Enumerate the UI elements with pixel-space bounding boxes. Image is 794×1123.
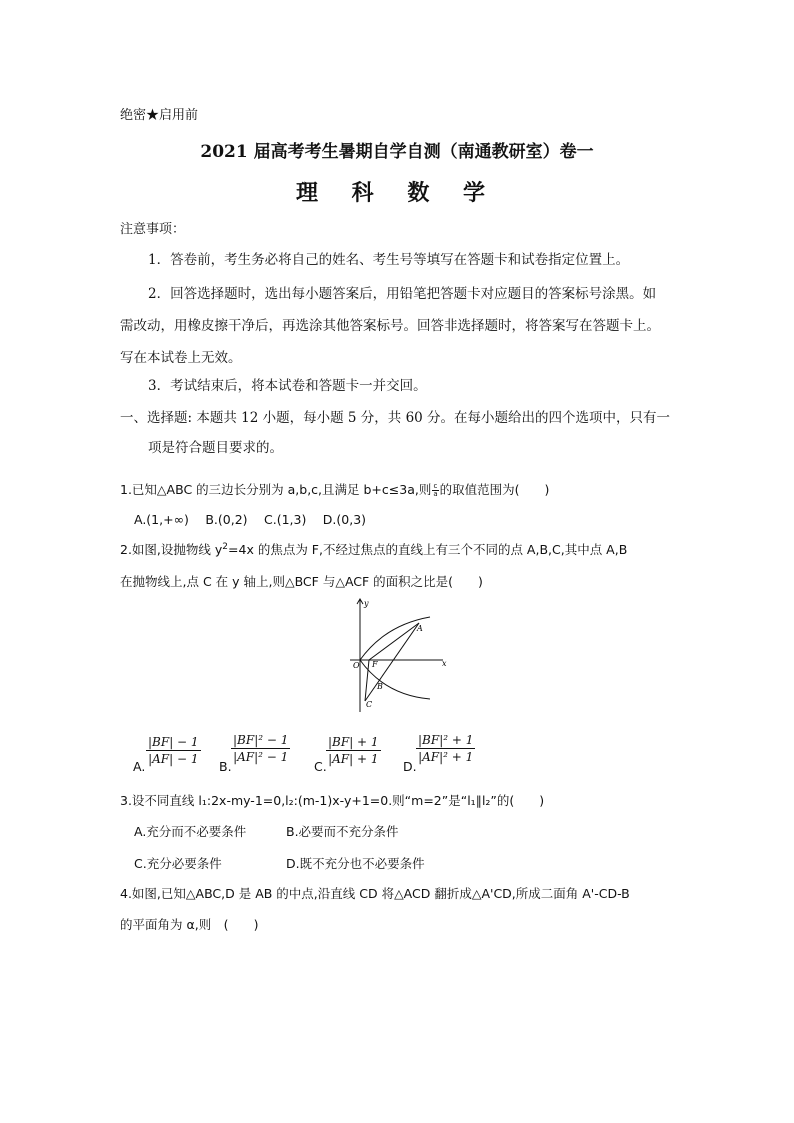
q2-option-d-fraction xyxy=(416,733,475,764)
exponent: 2 xyxy=(222,541,229,552)
confidential-label: 绝密★启用前 xyxy=(120,108,199,123)
q2-option-c-denominator: |AF| + 1 xyxy=(328,752,379,766)
section-1-heading-cont: 项是符合题目要求的。 xyxy=(148,440,283,456)
question-1-stem-post: 的取值范围为( ) xyxy=(439,482,550,497)
q2-option-a-letter: A. xyxy=(133,759,146,774)
q2-option-b-denominator: |AF|² − 1 xyxy=(233,750,289,764)
label-y: y xyxy=(364,599,369,608)
q2-option-c-fraction xyxy=(326,735,381,766)
label-x: x xyxy=(442,659,447,668)
parabola-figure xyxy=(345,597,455,717)
q2-option-a-fraction xyxy=(146,735,201,766)
q2-option-a-denominator: |AF| − 1 xyxy=(148,752,199,766)
q2-option-b-fraction xyxy=(231,733,290,764)
q2-option-b-numerator: |BF|² − 1 xyxy=(233,733,289,747)
note-item-1: 1．答卷前，考生务必将自己的姓名、考生号等填写在答题卡和试卷指定位置上。 xyxy=(148,252,630,268)
note-item-2-line-3: 写在本试卷上无效。 xyxy=(120,350,242,366)
question-2-line-2: 在抛物线上,点 C 在 y 轴上,则△BCF 与△ACF 的面积之比是( ) xyxy=(120,574,483,589)
question-1-fraction xyxy=(432,483,438,498)
label-f: F xyxy=(372,660,378,669)
question-3-option-a: A.充分而不必要条件 xyxy=(134,824,247,839)
question-3-option-d: D.既不充分也不必要条件 xyxy=(286,856,425,871)
note-item-2-line-2: 需改动，用橡皮擦干净后，再选涂其他答案标号。回答非选择题时，将答案写在答题卡上。 xyxy=(120,318,660,334)
question-4-line-2: 的平面角为 α,则 ( ) xyxy=(120,917,259,932)
q2-option-d-denominator: |AF|² + 1 xyxy=(418,750,474,764)
question-2-line-1 xyxy=(120,540,627,558)
label-c: C xyxy=(366,700,373,709)
exam-title: 2021 届高考考生暑期自学自测（南通教研室）卷一 xyxy=(200,142,594,162)
question-1-stem xyxy=(120,480,549,498)
question-2-line-1-post: =4x 的焦点为 F,不经过焦点的直线上有三个不同的点 A,B,C,其中点 A,B xyxy=(228,542,628,557)
label-o: O xyxy=(353,661,360,670)
subject-title: 理 科 数 学 xyxy=(296,180,498,206)
question-3-stem: 3.设不同直线 l₁:2x-my-1=0,l₂:(m-1)x-y+1=0.则“m=2”是“l₁∥l₂”的( ) xyxy=(120,793,545,808)
fraction-numerator: c xyxy=(433,482,438,490)
fraction-denominator: a xyxy=(433,490,438,498)
note-item-3: 3．考试结束后，将本试卷和答题卡一并交回。 xyxy=(148,378,427,394)
q2-option-b-letter: B. xyxy=(219,759,232,774)
notes-heading: 注意事项： xyxy=(120,222,186,237)
q2-option-d-numerator: |BF|² + 1 xyxy=(418,733,474,747)
q2-option-a-numerator: |BF| − 1 xyxy=(148,735,199,749)
question-2-line-1-pre: 2.如图,设抛物线 y xyxy=(120,542,223,557)
section-1-heading: 一、选择题: 本题共 12 小题，每小题 5 分，共 60 分。在每小题给出的四个选项中，只有一 xyxy=(120,410,671,426)
question-3-option-c: C.充分必要条件 xyxy=(134,856,222,871)
q2-option-c-numerator: |BF| + 1 xyxy=(328,735,379,749)
segment-fc xyxy=(365,660,369,701)
label-b: B xyxy=(377,682,383,691)
question-1-options: A.(1,+∞) B.(0,2) C.(1,3) D.(0,3) xyxy=(134,512,367,527)
label-a: A xyxy=(417,624,423,633)
q2-option-d-letter: D. xyxy=(403,759,417,774)
note-item-2-line-1: 2．回答选择题时，选出每小题答案后，用铅笔把答题卡对应题目的答案标号涂黑。如 xyxy=(148,286,657,302)
question-4-line-1: 4.如图,已知△ABC,D 是 AB 的中点,沿直线 CD 将△ACD 翻折成△A'CD,所成二面角 A'-CD-B xyxy=(120,886,630,901)
q2-option-c-letter: C. xyxy=(314,759,327,774)
question-3-option-b: B.必要而不充分条件 xyxy=(286,824,399,839)
question-1-stem-pre: 1.已知△ABC 的三边长分别为 a,b,c,且满足 b+c≤3a,则 xyxy=(120,482,432,497)
